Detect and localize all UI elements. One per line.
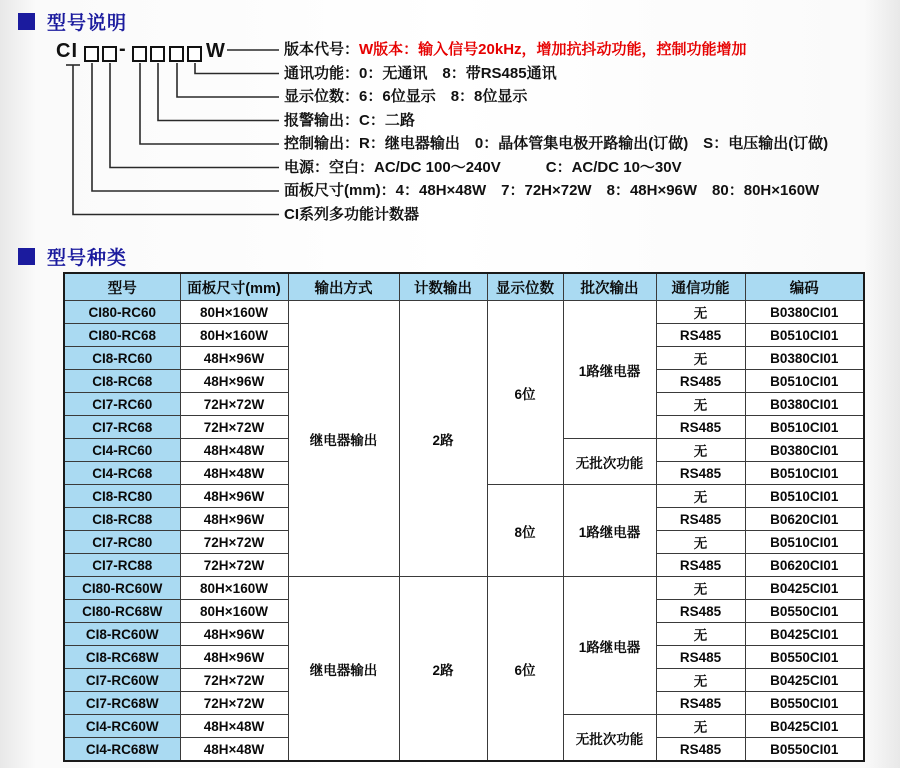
digits-cell: 6位 [487, 577, 563, 762]
code-cell: B0620CI01 [745, 554, 864, 577]
model-code-box [150, 46, 165, 62]
header-batch-output: 批次输出 [563, 273, 656, 301]
comm-function-cell: RS485 [656, 416, 745, 439]
model-cell: CI7-RC80 [64, 531, 180, 554]
panel-size-cell: 48H×96W [180, 508, 288, 531]
model-code-box [187, 46, 202, 62]
model-code-prefix: CI [56, 40, 78, 62]
model-cell: CI80-RC68W [64, 600, 180, 623]
header-panel-size: 面板尺寸(mm) [180, 273, 288, 301]
model-cell: CI4-RC60 [64, 439, 180, 462]
legend-text: C：二路 [359, 111, 415, 129]
table-row [64, 577, 864, 600]
square-bullet-icon [18, 248, 35, 265]
comm-function-cell: RS485 [656, 738, 745, 762]
panel-size-cell: 72H×72W [180, 531, 288, 554]
legend-label: 通讯功能： [284, 64, 360, 82]
legend-text: R：继电器输出 0：晶体管集电极开路输出(订做) S：电压输出(订做) [359, 135, 829, 152]
batch-output-cell: 无批次功能 [563, 715, 656, 762]
header-count-output: 计数输出 [399, 273, 487, 301]
header-code: 编码 [745, 273, 864, 301]
panel-size-cell: 48H×96W [180, 623, 288, 646]
model-cell: CI8-RC88 [64, 508, 180, 531]
comm-function-cell: RS485 [656, 324, 745, 347]
panel-size-cell: 80H×160W [180, 324, 288, 347]
code-cell: B0510CI01 [745, 416, 864, 439]
count-output-cell: 2路 [399, 301, 487, 577]
comm-function-cell: 无 [656, 393, 745, 416]
section-model-description-header [18, 8, 127, 35]
panel-size-cell: 72H×72W [180, 416, 288, 439]
panel-size-cell: 72H×72W [180, 669, 288, 692]
table-row [64, 301, 864, 324]
code-cell: B0380CI01 [745, 439, 864, 462]
comm-function-cell: 无 [656, 301, 745, 324]
legend-label: 版本代号： [284, 41, 360, 58]
legend-label: 面板尺寸(mm)： [284, 182, 396, 199]
code-cell: B0510CI01 [745, 370, 864, 393]
comm-function-cell: 无 [656, 485, 745, 508]
code-cell: B0510CI01 [745, 462, 864, 485]
count-output-cell: 2路 [399, 577, 487, 762]
model-cell: CI7-RC68 [64, 416, 180, 439]
comm-function-cell: RS485 [656, 462, 745, 485]
panel-size-cell: 72H×72W [180, 554, 288, 577]
legend-row [284, 111, 415, 131]
model-code-dash: - [119, 38, 127, 60]
panel-size-cell: 72H×72W [180, 692, 288, 715]
model-cell: CI7-RC60 [64, 393, 180, 416]
code-cell: B0380CI01 [745, 393, 864, 416]
legend-row [284, 40, 747, 60]
batch-output-cell: 无批次功能 [563, 439, 656, 485]
header-model: 型号 [64, 273, 180, 301]
output-mode-cell: 继电器输出 [288, 301, 399, 577]
legend-label: 电源： [284, 158, 330, 176]
model-cell: CI80-RC60W [64, 577, 180, 600]
legend-label: 控制输出： [284, 135, 360, 152]
batch-output-cell: 1路继电器 [563, 301, 656, 439]
panel-size-cell: 80H×160W [180, 600, 288, 623]
digits-cell: 8位 [487, 485, 563, 577]
comm-function-cell: 无 [656, 715, 745, 738]
comm-function-cell: 无 [656, 531, 745, 554]
code-cell: B0380CI01 [745, 301, 864, 324]
code-cell: B0510CI01 [745, 485, 864, 508]
header-comm: 通信功能 [656, 273, 745, 301]
comm-function-cell: 无 [656, 577, 745, 600]
legend-row [284, 181, 819, 201]
panel-size-cell: 72H×72W [180, 393, 288, 416]
legend-text: 0：无通讯 8：带RS485通讯 [359, 64, 557, 82]
batch-output-cell: 1路继电器 [563, 577, 656, 715]
panel-size-cell: 48H×96W [180, 485, 288, 508]
comm-function-cell: 无 [656, 439, 745, 462]
legend-label: 报警输出： [284, 111, 360, 129]
legend-label: 显示位数： [284, 88, 360, 105]
comm-function-cell: 无 [656, 623, 745, 646]
code-cell: B0550CI01 [745, 600, 864, 623]
code-cell: B0425CI01 [745, 669, 864, 692]
code-cell: B0380CI01 [745, 347, 864, 370]
model-cell: CI8-RC60 [64, 347, 180, 370]
model-cell: CI8-RC68W [64, 646, 180, 669]
model-cell: CI80-RC68 [64, 324, 180, 347]
legend-row [284, 158, 682, 178]
batch-output-cell: 1路继电器 [563, 485, 656, 577]
panel-size-cell: 48H×48W [180, 738, 288, 762]
panel-size-cell: 48H×48W [180, 462, 288, 485]
model-cell: CI4-RC68 [64, 462, 180, 485]
panel-size-cell: 48H×96W [180, 370, 288, 393]
panel-size-cell: 48H×48W [180, 715, 288, 738]
code-cell: B0550CI01 [745, 692, 864, 715]
comm-function-cell: RS485 [656, 646, 745, 669]
header-digits: 显示位数 [487, 273, 563, 301]
model-code-box [169, 46, 184, 62]
code-cell: B0425CI01 [745, 715, 864, 738]
comm-function-cell: RS485 [656, 508, 745, 531]
table-header-row [64, 273, 864, 301]
section-title-model-description: 型号说明 [47, 13, 128, 34]
model-cell: CI4-RC60W [64, 715, 180, 738]
code-cell: B0510CI01 [745, 324, 864, 347]
model-code-suffix: W [206, 40, 226, 62]
code-cell: B0510CI01 [745, 531, 864, 554]
code-cell: B0550CI01 [745, 738, 864, 762]
output-mode-cell: 继电器输出 [288, 577, 399, 762]
model-cell: CI80-RC60 [64, 301, 180, 324]
models-table [63, 272, 865, 762]
panel-size-cell: 80H×160W [180, 301, 288, 324]
legend-text: 4：48H×48W 7：72H×72W 8：48H×96W 80：80H×160W [395, 182, 820, 199]
legend-row [284, 134, 828, 154]
header-output-mode: 输出方式 [288, 273, 399, 301]
panel-size-cell: 48H×96W [180, 347, 288, 370]
comm-function-cell: RS485 [656, 600, 745, 623]
legend-row [284, 205, 419, 225]
legend-text: 空白：AC/DC 100～240V C：AC/DC 10～30V [329, 158, 682, 176]
code-cell: B0425CI01 [745, 577, 864, 600]
code-cell: B0425CI01 [745, 623, 864, 646]
diagram-connector-lines [0, 0, 900, 240]
comm-function-cell: 无 [656, 669, 745, 692]
legend-text: CI系列多功能计数器 [284, 205, 420, 223]
legend-text: 6：6位显示 8：8位显示 [359, 88, 528, 105]
code-cell: B0550CI01 [745, 646, 864, 669]
model-cell: CI4-RC68W [64, 738, 180, 762]
model-cell: CI8-RC60W [64, 623, 180, 646]
section-title-model-types: 型号种类 [47, 248, 128, 269]
model-code-box [132, 46, 147, 62]
comm-function-cell: RS485 [656, 554, 745, 577]
section-model-types-header [18, 243, 127, 270]
model-cell: CI7-RC60W [64, 669, 180, 692]
comm-function-cell: RS485 [656, 692, 745, 715]
code-cell: B0620CI01 [745, 508, 864, 531]
model-code-box [102, 46, 117, 62]
comm-function-cell: 无 [656, 347, 745, 370]
digits-cell: 6位 [487, 301, 563, 485]
panel-size-cell: 48H×48W [180, 439, 288, 462]
model-cell: CI8-RC80 [64, 485, 180, 508]
square-bullet-icon [18, 13, 35, 30]
legend-row [284, 87, 527, 107]
legend-text: W版本：输入信号20kHz，增加抗抖动功能，控制功能增加 [359, 41, 747, 58]
model-cell: CI7-RC68W [64, 692, 180, 715]
legend-row [284, 64, 557, 84]
model-cell: CI7-RC88 [64, 554, 180, 577]
panel-size-cell: 80H×160W [180, 577, 288, 600]
model-cell: CI8-RC68 [64, 370, 180, 393]
comm-function-cell: RS485 [656, 370, 745, 393]
panel-size-cell: 48H×96W [180, 646, 288, 669]
model-code-box [84, 46, 99, 62]
